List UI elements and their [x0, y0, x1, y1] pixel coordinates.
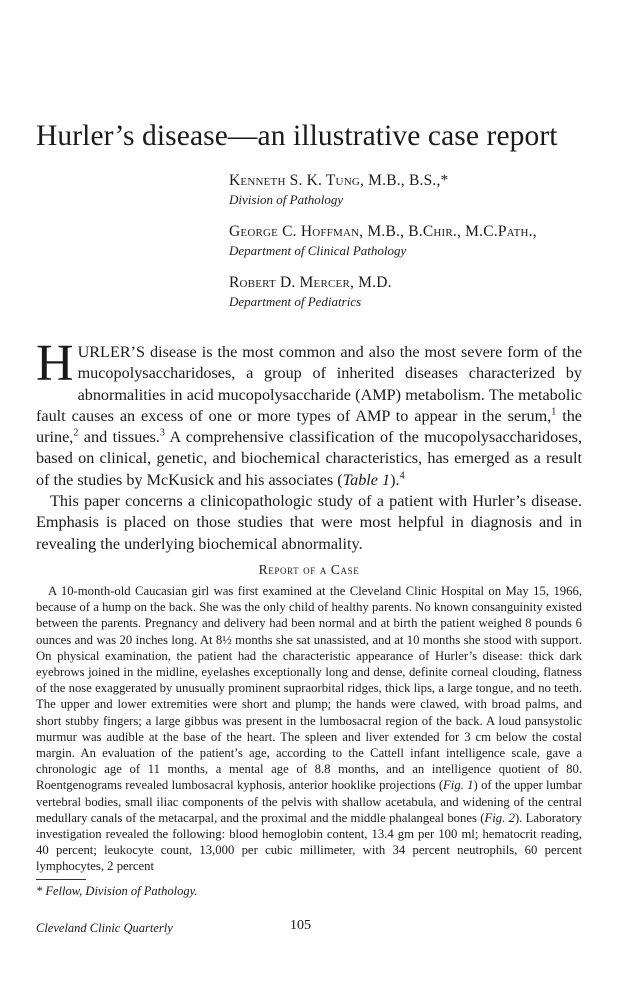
- author-department: Department of Clinical Pathology: [229, 243, 407, 258]
- author-block: [229, 170, 589, 323]
- author-name: George C. Hoffman, M.B., B.Chir., M.C.Path.,: [229, 223, 537, 240]
- author-name: Robert D. Mercer, M.D.: [229, 274, 392, 291]
- author-department: Department of Pediatrics: [229, 294, 362, 309]
- intro-text: A comprehensive classification of the mucopolysaccharidoses, based on clinical, genetic, and biochemical characteristics, has emerged as a result of the studies by McKusick and his associates (: [36, 428, 582, 489]
- drop-cap: H: [36, 335, 74, 392]
- intro-paragraph: This paper concerns a clinicopathologic study of a patient with Hurler’s disease. Emphasis is placed on those studies that were most helpful in diagnosis and in revealing the underlying biochemical abnormality.: [36, 492, 582, 553]
- intro-text: URLER’S disease is the most common and also the most severe form of the mucopolysaccharidoses, a group of inherited diseases characterized by abnormalities in acid mucopolysaccharide (AMP) metabolism. The metabolic fault causes an excess of one or more types of AMP to appear in the serum,: [36, 343, 582, 425]
- figure-reference: Fig. 2: [484, 810, 515, 825]
- journal-name: Cleveland Clinic Quarterly: [36, 921, 173, 935]
- author-name: Kenneth S. K. Tung, M.B., B.S.,*: [229, 172, 449, 189]
- reference-marker: 1: [551, 406, 557, 418]
- footnote: * Fellow, Division of Pathology.: [36, 884, 198, 898]
- intro-text: and tissues.: [78, 428, 160, 447]
- section-heading: Report of a Case: [258, 562, 360, 577]
- introduction: [36, 335, 582, 555]
- page-number: 105: [290, 918, 311, 933]
- reference-marker: 2: [73, 427, 79, 439]
- intro-paragraph: [36, 335, 582, 491]
- reference-marker: 4: [399, 470, 405, 482]
- author-department: Division of Pathology: [229, 192, 344, 207]
- case-text: ) of the upper lumbar vertebral bodies, small iliac components of the pelvis with shallow acetabula, and widening of the central medullary canals of the metacarpal, and the proximal and the middle phalangeal bones (: [36, 778, 582, 825]
- case-report-body: [36, 583, 582, 875]
- figure-reference: Fig. 1: [443, 778, 474, 793]
- article-title: Hurler’s disease—an illustrative case report: [36, 120, 558, 152]
- intro-text: ).: [390, 470, 400, 489]
- footnote-divider: [36, 879, 86, 880]
- table-reference: Table 1: [342, 470, 391, 489]
- reference-marker: 3: [159, 427, 165, 439]
- case-text: ). Laboratory investigation revealed the following: blood hemoglobin content, 13.4 gm per 100 ml; hematocrit reading, 40 percent; leukocyte count, 13,000 per cubic millimeter, with 34 percent neutrophils, 60 percent lymphocytes, 2 percent: [36, 810, 583, 874]
- case-text: A 10-month-old Caucasian girl was first examined at the Cleveland Clinic Hospital on May 15, 1966, because of a hump on the back. She was the only child of healthy parents. No known consanguinity existed between the parents. Pregnancy and delivery had been normal and at birth the patient weighed 8 pounds 6 ounces and was 20 inches long. At 8½ months she sat unassisted, and at 10 months she stood with support. On physical examination, the patient had the characteristic appearance of Hurler’s disease: thick dark eyebrows joined in the midline, eyelashes exceptionally long and dense, definite corneal clouding, flatness of the nose exaggerated by unusually prominent supraorbital ridges, thick lips, a large tongue, and no teeth. The upper and lower extremities were short and plump; the hands were clawed, with broad palms, and short stubby fingers; a large gibbus was present in the lumbosacral region of the back. A loud pansystolic murmur was audible at the base of the heart. The spleen and liver extended for 3 cm below the costal margin. An evaluation of the patient’s age, according to the Cattell infant intelligence scale, gave a chronologic age of 11 months, a mental age of 8.8 months, and an intelligence quotient of 80. Roentgenograms revealed lumbosacral kyphosis, anterior hooklike projections (: [36, 584, 582, 793]
- intro-text: the urine,: [36, 406, 582, 447]
- case-paragraph: [36, 583, 582, 875]
